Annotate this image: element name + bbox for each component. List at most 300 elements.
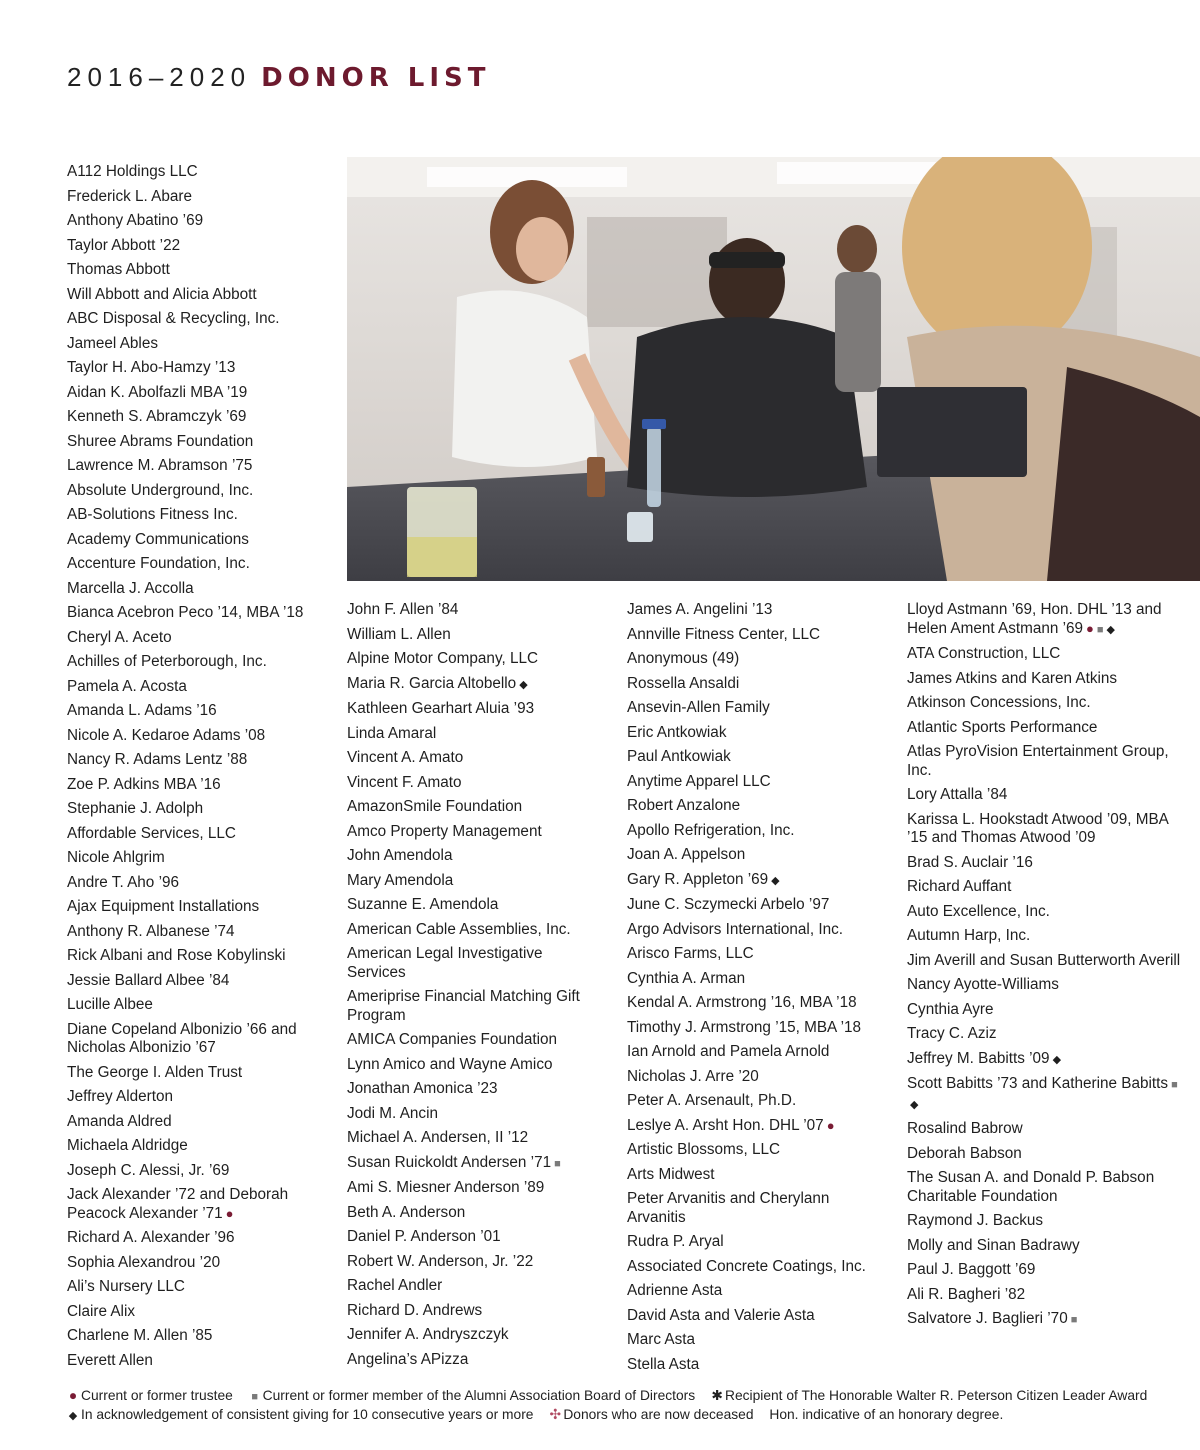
donor-name: Academy Communications (67, 530, 249, 548)
donor-name: Atlas PyroVision Entertainment Group, Inc. (907, 743, 1169, 779)
donor-name: Angelina’s APizza (347, 1350, 469, 1368)
donor-entry (347, 1277, 597, 1296)
donor-name: Arts Midwest (627, 1165, 715, 1183)
donor-entry (627, 650, 887, 669)
donor-name: James A. Angelini ’13 (627, 601, 773, 618)
donor-name: Gary R. Appleton ’69 (627, 870, 769, 888)
donor-entry (627, 1092, 887, 1111)
donor-name: The George I. Alden Trust (67, 1063, 243, 1081)
donor-name: Diane Copeland Albonizio ’66 and Nicholas Albonizio ’67 (67, 1020, 297, 1056)
donor-entry (907, 1120, 1187, 1139)
donor-entry (67, 874, 337, 893)
consistent-diamond-icon: ◆ (771, 874, 780, 887)
donor-entry (627, 675, 887, 694)
symbol-legend (67, 1387, 1187, 1425)
donor-name: Linda Amaral (347, 724, 437, 742)
donor-name: Timothy J. Armstrong ’15, MBA ’18 (627, 1018, 862, 1036)
board-square-icon: ■ (251, 1391, 258, 1403)
donor-name: ABC Disposal & Recycling, Inc. (67, 310, 280, 327)
donor-name: Paul Antkowiak (627, 748, 731, 765)
donor-name: Charlene M. Allen ’85 (67, 1327, 213, 1344)
donor-entry (627, 699, 887, 718)
donor-entry (627, 601, 887, 620)
donor-entry (67, 751, 337, 770)
donor-name: Affordable Services, LLC (67, 824, 236, 842)
consistent-diamond-icon: ◆ (1052, 1053, 1062, 1066)
donor-entry (67, 580, 337, 599)
donor-entry (67, 996, 337, 1015)
donor-entry (67, 1186, 337, 1223)
donor-entry (67, 335, 337, 354)
donor-entry (907, 1169, 1187, 1206)
donor-name: Amanda L. Adams ’16 (67, 702, 217, 719)
donor-name: Shuree Abrams Foundation (67, 432, 254, 450)
donor-name: Achilles of Peterborough, Inc. (67, 653, 267, 670)
donor-name: Rossella Ansaldi (627, 674, 740, 692)
donor-entry (907, 694, 1187, 713)
donor-entry (67, 237, 337, 256)
donor-entry (627, 1043, 887, 1062)
award-star-icon: ✱ (711, 1388, 723, 1403)
donor-entry (67, 433, 337, 452)
donor-entry (347, 774, 597, 793)
donor-entry (627, 773, 887, 792)
donor-entry (67, 1352, 337, 1371)
legend-trustee: ● Current or former trustee (68, 1388, 233, 1403)
donor-entry (627, 970, 887, 989)
donor-entry (627, 1282, 887, 1301)
board-square-icon: ■ (1096, 623, 1104, 636)
donor-name: Pamela A. Acosta (67, 677, 187, 695)
donor-name: Jodi M. Ancin (347, 1104, 438, 1122)
donor-name: Claire Alix (67, 1302, 136, 1320)
donor-name: Anthony R. Albanese ’74 (67, 922, 235, 940)
donor-entry (627, 896, 887, 915)
heading-years: 2016–2020 (67, 62, 252, 92)
donor-name: Andre T. Aho ’96 (67, 873, 179, 891)
donor-entry (907, 1050, 1187, 1070)
donor-name: Peter Arvanitis and Cherylann Arvanitis (627, 1190, 830, 1226)
donor-name: June C. Sczymecki Arbelo ’97 (627, 896, 830, 913)
donor-entry (347, 1253, 597, 1272)
donor-entry (67, 163, 337, 182)
donor-entry (627, 846, 887, 865)
donor-name: Jameel Ables (67, 334, 158, 352)
donor-entry (67, 359, 337, 378)
donor-name: AB-Solutions Fitness Inc. (67, 506, 238, 523)
donor-entry (347, 872, 597, 891)
donor-entry (907, 719, 1187, 738)
donor-name: Atlantic Sports Performance (907, 718, 1098, 736)
donor-name: Frederick L. Abare (67, 187, 192, 205)
donor-entry (347, 988, 597, 1025)
donor-name: Maria R. Garcia Altobello (347, 674, 517, 692)
donor-entry (907, 1075, 1187, 1114)
donor-entry (907, 952, 1187, 971)
donor-name: Taylor Abbott ’22 (67, 236, 181, 254)
donor-entry (67, 531, 337, 550)
donor-name: American Cable Assemblies, Inc. (347, 920, 571, 938)
heading-title: DONOR LIST (261, 63, 491, 93)
donor-name: Lory Attalla ’84 (907, 786, 1008, 803)
donor-name: Michaela Aldridge (67, 1137, 188, 1154)
donor-name: Tracy C. Aziz (907, 1025, 997, 1042)
donor-column-2 (347, 601, 597, 1375)
donor-name: Peter A. Arsenault, Ph.D. (627, 1092, 797, 1109)
donor-name: Jonathan Amonica ’23 (347, 1080, 498, 1097)
donor-name: Mary Amendola (347, 871, 454, 889)
donor-entry (627, 1068, 887, 1087)
consistent-diamond-icon: ◆ (519, 678, 528, 691)
donor-entry (627, 945, 887, 964)
donor-entry (907, 786, 1187, 805)
donor-name: Ali’s Nursery LLC (67, 1278, 185, 1295)
donor-name: Kendal A. Armstrong ’16, MBA ’18 (627, 994, 857, 1011)
donor-name: David Asta and Valerie Asta (627, 1306, 815, 1324)
donor-entry (907, 670, 1187, 689)
donor-name: Karissa L. Hookstadt Atwood ’09, MBA ’15 and Thomas Atwood ’09 (907, 810, 1169, 846)
donor-name: Deborah Babson (907, 1144, 1022, 1162)
donor-name: Taylor H. Abo-Hamzy ’13 (67, 359, 236, 376)
donor-name: Accenture Foundation, Inc. (67, 555, 250, 572)
donor-entry (67, 825, 337, 844)
legend-award: ✱ Recipient of The Honorable Walter R. Peterson Citizen Leader Award (711, 1388, 1148, 1403)
donor-name: Jessie Ballard Albee ’84 (67, 971, 230, 989)
donor-name: Arisco Farms, LLC (627, 945, 754, 962)
donor-entry (907, 976, 1187, 995)
donor-name: Anthony Abatino ’69 (67, 212, 204, 229)
donor-entry (627, 724, 887, 743)
donor-entry (67, 923, 337, 942)
donor-entry (347, 675, 597, 695)
donor-entry (67, 1088, 337, 1107)
donor-entry (67, 408, 337, 427)
donor-entry (627, 822, 887, 841)
donor-entry (67, 1162, 337, 1181)
donor-name: The Susan A. and Donald P. Babson Charitable Foundation (907, 1169, 1155, 1205)
legend-consistent: ◆ In acknowledgement of consistent giving for 10 consecutive years or more (67, 1407, 533, 1422)
donor-name: Kathleen Gearhart Aluia ’93 (347, 700, 535, 717)
donor-name: Rachel Andler (347, 1277, 443, 1294)
donor-name: A112 Holdings LLC (67, 163, 198, 180)
donor-entry (627, 871, 887, 891)
donor-entry (347, 601, 597, 620)
donor-entry (347, 650, 597, 669)
donor-entry (907, 1145, 1187, 1164)
donor-entry (67, 555, 337, 574)
trustee-dot-icon: ● (225, 1205, 234, 1221)
donor-entry (347, 725, 597, 744)
donor-name: Eric Antkowiak (627, 723, 727, 741)
donor-entry (907, 1261, 1187, 1280)
donor-name: Anonymous (49) (627, 650, 740, 667)
donor-entry (627, 1019, 887, 1038)
donor-name: Nicole A. Kedaroe Adams ’08 (67, 726, 266, 744)
donor-entry (67, 849, 337, 868)
donor-entry (67, 947, 337, 966)
donor-entry (347, 1154, 597, 1174)
donor-entry (67, 1327, 337, 1346)
donor-name: AMICA Companies Foundation (347, 1031, 558, 1048)
donor-name: Jeffrey Alderton (67, 1088, 174, 1105)
donor-name: Lucille Albee (67, 996, 153, 1013)
donor-name: Nicholas J. Arre ’20 (627, 1067, 759, 1085)
donor-entry (907, 1001, 1187, 1020)
donor-name: Daniel P. Anderson ’01 (347, 1228, 501, 1245)
donor-name: Marcella J. Accolla (67, 579, 194, 597)
donor-name: Amanda Aldred (67, 1112, 172, 1130)
donor-name: Joseph C. Alessi, Jr. ’69 (67, 1161, 230, 1179)
donor-name: Ian Arnold and Pamela Arnold (627, 1043, 830, 1060)
donor-entry (347, 1031, 597, 1050)
consistent-diamond-icon: ◆ (1106, 623, 1116, 636)
donor-name: Robert Anzalone (627, 797, 741, 814)
donor-entry (907, 645, 1187, 664)
donor-entry (627, 921, 887, 940)
donor-entry (67, 188, 337, 207)
donor-name: Lawrence M. Abramson ’75 (67, 457, 253, 474)
donor-name: Rick Albani and Rose Kobylinski (67, 947, 286, 964)
donor-name: Robert W. Anderson, Jr. ’22 (347, 1252, 534, 1270)
donor-entry (347, 798, 597, 817)
donor-name: Kenneth S. Abramczyk ’69 (67, 408, 247, 425)
donor-entry (907, 1237, 1187, 1256)
donor-entry (67, 1113, 337, 1132)
donor-entry (67, 1137, 337, 1156)
donor-entry (67, 506, 337, 525)
donor-entry (67, 286, 337, 305)
donor-name: American Legal Investigative Services (347, 945, 543, 981)
donor-entry (67, 310, 337, 329)
donor-name: Vincent A. Amato (347, 749, 464, 766)
donor-name: Molly and Sinan Badrawy (907, 1236, 1080, 1254)
board-square-icon: ■ (1171, 1079, 1178, 1091)
donor-entry (67, 776, 337, 795)
donor-name: William L. Allen (347, 625, 451, 643)
donor-entry (67, 1021, 337, 1058)
donor-name: Autumn Harp, Inc. (907, 927, 1031, 944)
donor-entry (347, 1105, 597, 1124)
donor-name: Will Abbott and Alicia Abbott (67, 285, 257, 303)
donor-entry (907, 1025, 1187, 1044)
donor-name: Ansevin-Allen Family (627, 699, 770, 716)
donor-entry (627, 1166, 887, 1185)
donor-entry (67, 972, 337, 991)
donor-entry (67, 1303, 337, 1322)
donor-name: Michael A. Andersen, II ’12 (347, 1129, 529, 1146)
donor-name: Apollo Refrigeration, Inc. (627, 821, 795, 839)
donor-entry (347, 945, 597, 982)
donor-name: Atkinson Concessions, Inc. (907, 694, 1091, 711)
donor-entry (67, 727, 337, 746)
donor-entry (907, 927, 1187, 946)
donor-name: Brad S. Auclair ’16 (907, 853, 1033, 871)
donor-name: Adrienne Asta (627, 1282, 723, 1299)
donor-name: Jack Alexander ’72 and Deborah Peacock Alexander ’71 (67, 1186, 289, 1222)
donor-name: Jim Averill and Susan Butterworth Averill (907, 951, 1181, 969)
donor-entry (347, 626, 597, 645)
donor-name: Raymond J. Backus (907, 1212, 1044, 1229)
donor-entry (907, 743, 1187, 780)
donor-name: Bianca Acebron Peco ’14, MBA ’18 (67, 604, 304, 621)
donor-name: Nancy Ayotte-Williams (907, 976, 1059, 993)
donor-name: James Atkins and Karen Atkins (907, 669, 1118, 687)
consistent-diamond-icon: ◆ (68, 1410, 78, 1422)
donor-name: Zoe P. Adkins MBA ’16 (67, 775, 221, 793)
donor-entry (907, 1212, 1187, 1231)
donor-column-4 (907, 601, 1187, 1336)
donor-column-3 (627, 601, 887, 1380)
donor-entry (627, 626, 887, 645)
donor-name: Cynthia Ayre (907, 1000, 994, 1018)
donor-entry (627, 748, 887, 767)
legend-honorary: Hon. indicative of an honorary degree. (769, 1407, 1004, 1422)
donor-entry (347, 700, 597, 719)
donor-entry (907, 1310, 1187, 1330)
trustee-dot-icon: ● (1086, 620, 1094, 636)
donor-entry (907, 1286, 1187, 1305)
donor-name: Rudra P. Aryal (627, 1233, 724, 1250)
donor-name: John F. Allen ’84 (347, 601, 459, 618)
donor-entry (347, 1179, 597, 1198)
donor-name: Leslye A. Arsht Hon. DHL ’07 (627, 1116, 824, 1134)
donor-entry (627, 1141, 887, 1160)
legend-board: ■ Current or former member of the Alumni Association Board of Directors (249, 1388, 695, 1403)
donor-entry (347, 749, 597, 768)
donor-entry (67, 1278, 337, 1297)
donor-column-1 (67, 163, 337, 1376)
board-square-icon: ■ (1070, 1314, 1078, 1326)
donor-entry (907, 854, 1187, 873)
donor-name: Ali R. Bagheri ’82 (907, 1285, 1026, 1303)
donor-entry (347, 921, 597, 940)
donor-name: Richard A. Alexander ’96 (67, 1229, 235, 1246)
donor-name: Argo Advisors International, Inc. (627, 920, 843, 938)
donor-entry (627, 994, 887, 1013)
deceased-cross-icon: ✣ (549, 1407, 562, 1422)
donor-name: Rosalind Babrow (907, 1120, 1023, 1137)
donor-entry (627, 1233, 887, 1252)
donor-entry (67, 457, 337, 476)
donor-name: Richard Auffant (907, 878, 1012, 895)
donor-entry (347, 1129, 597, 1148)
donor-entry (347, 847, 597, 866)
donor-name: Auto Excellence, Inc. (907, 902, 1050, 920)
donor-name: Vincent F. Amato (347, 773, 462, 791)
donor-name: Joan A. Appelson (627, 846, 746, 863)
donor-name: Suzanne E. Amendola (347, 896, 499, 913)
board-square-icon: ■ (554, 1157, 561, 1170)
donor-name: Jeffrey M. Babitts ’09 (907, 1049, 1050, 1067)
donor-entry (347, 1351, 597, 1370)
donor-name: Amco Property Management (347, 822, 542, 840)
donor-name: AmazonSmile Foundation (347, 798, 523, 815)
donor-name: Stephanie J. Adolph (67, 800, 204, 817)
donor-entry (67, 800, 337, 819)
donor-name: Ajax Equipment Installations (67, 898, 260, 915)
donor-entry (907, 601, 1187, 639)
donor-entry (627, 1331, 887, 1350)
donor-entry (347, 896, 597, 915)
donor-entry (907, 811, 1187, 848)
donor-entry (347, 1056, 597, 1075)
donor-name: Thomas Abbott (67, 261, 170, 278)
donor-name: Salvatore J. Baglieri ’70 (907, 1310, 1068, 1327)
donor-name: Lloyd Astmann ’69, Hon. DHL ’13 and Helen Ament Astmann ’69 (907, 601, 1162, 637)
donor-name: Scott Babitts ’73 and Katherine Babitts (907, 1075, 1169, 1092)
legend-row-2 (67, 1406, 1187, 1425)
trustee-dot-icon: ● (68, 1388, 78, 1403)
donor-name: Associated Concrete Coatings, Inc. (627, 1257, 866, 1275)
donor-entry (67, 678, 337, 697)
donor-entry (67, 261, 337, 280)
donor-name: Everett Allen (67, 1351, 153, 1369)
donor-name: Marc Asta (627, 1331, 696, 1348)
consistent-diamond-icon: ◆ (910, 1098, 919, 1111)
donor-name: Ami S. Miesner Anderson ’89 (347, 1179, 545, 1196)
donor-entry (907, 878, 1187, 897)
lab-photo-illustration (347, 157, 1200, 581)
donor-name: Cynthia A. Arman (627, 969, 746, 987)
donor-name: Anytime Apparel LLC (627, 772, 771, 790)
donor-entry (347, 823, 597, 842)
donor-entry (347, 1228, 597, 1247)
donor-entry (67, 1229, 337, 1248)
donor-name: Cheryl A. Aceto (67, 628, 172, 646)
donor-name: Nicole Ahlgrim (67, 849, 165, 866)
donor-name: Paul J. Baggott ’69 (907, 1261, 1036, 1278)
donor-entry (627, 1307, 887, 1326)
donor-entry (67, 384, 337, 403)
donor-name: John Amendola (347, 847, 453, 864)
donor-name: Nancy R. Adams Lentz ’88 (67, 751, 248, 768)
donor-name: Annville Fitness Center, LLC (627, 625, 821, 643)
donor-name: Lynn Amico and Wayne Amico (347, 1055, 553, 1073)
donor-entry (627, 1117, 887, 1136)
donor-entry (67, 702, 337, 721)
legend-row-1 (67, 1387, 1187, 1406)
donor-name: Susan Ruickoldt Andersen ’71 (347, 1153, 552, 1171)
donor-name: Aidan K. Abolfazli MBA ’19 (67, 383, 248, 401)
donor-entry (67, 898, 337, 917)
donor-entry (67, 629, 337, 648)
donor-entry (627, 1190, 887, 1227)
lab-photo (347, 157, 1200, 581)
donor-entry (67, 1254, 337, 1273)
donor-name: Artistic Blossoms, LLC (627, 1141, 781, 1158)
donor-entry (347, 1302, 597, 1321)
donor-name: Richard D. Andrews (347, 1301, 483, 1319)
donor-entry (67, 653, 337, 672)
donor-entry (627, 1258, 887, 1277)
donor-name: Sophia Alexandrou ’20 (67, 1253, 221, 1271)
trustee-dot-icon: ● (826, 1117, 835, 1133)
donor-name: Absolute Underground, Inc. (67, 481, 254, 499)
donor-name: Beth A. Anderson (347, 1203, 466, 1221)
donor-entry (347, 1080, 597, 1099)
donor-name: Ameriprise Financial Matching Gift Program (347, 988, 580, 1024)
donor-name: Stella Asta (627, 1355, 700, 1373)
donor-entry (347, 1204, 597, 1223)
donor-name: Alpine Motor Company, LLC (347, 650, 539, 667)
donor-entry (67, 604, 337, 623)
page-heading (67, 62, 490, 93)
donor-name: ATA Construction, LLC (907, 645, 1061, 662)
donor-entry (67, 1064, 337, 1083)
legend-deceased: ✣ Donors who are now deceased (549, 1407, 754, 1422)
donor-name: Jennifer A. Andryszczyk (347, 1326, 509, 1343)
donor-entry (67, 482, 337, 501)
